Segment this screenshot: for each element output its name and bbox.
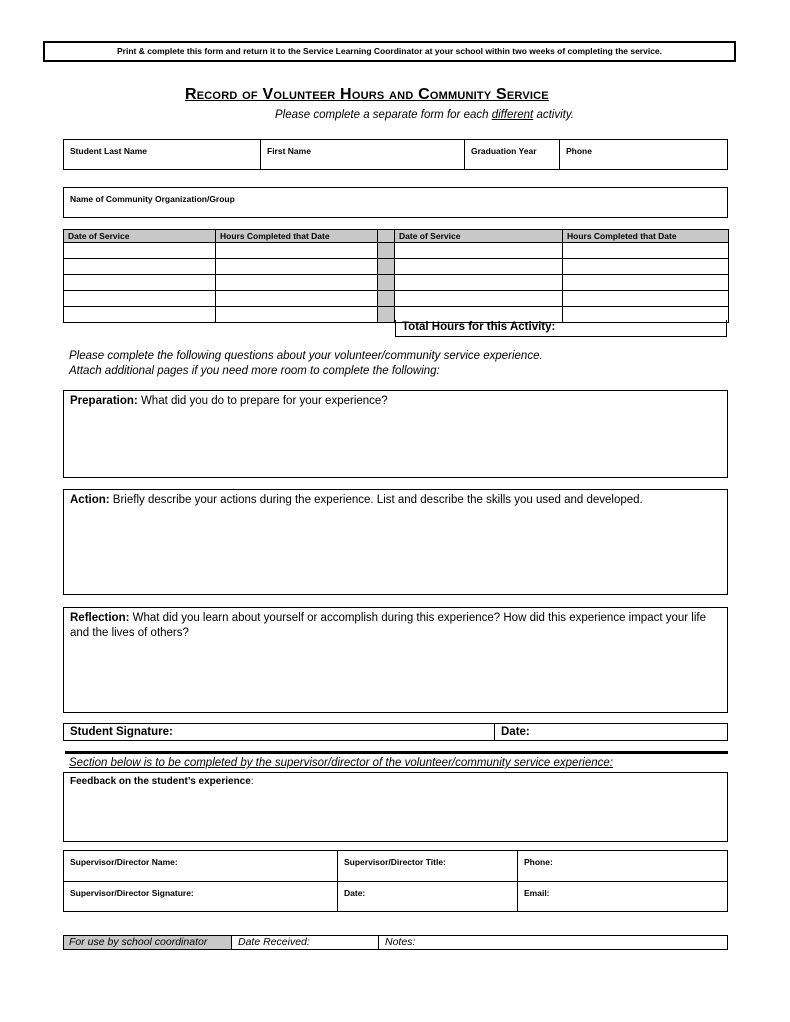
preparation-label: Preparation: — [70, 395, 138, 407]
student-signature-row — [63, 723, 728, 741]
subtitle-text-end: activity. — [533, 109, 574, 121]
coordinator-row — [63, 935, 728, 950]
table-row — [64, 259, 729, 275]
graduation-year-label: Graduation Year — [471, 146, 537, 156]
supervisor-signature-label: Supervisor/Director Signature: — [70, 888, 194, 898]
supervisor-signature-field[interactable] — [64, 882, 338, 911]
table-row — [64, 243, 729, 259]
hours-cell[interactable] — [216, 243, 378, 259]
graduation-year-field[interactable] — [465, 140, 560, 169]
date-cell[interactable] — [395, 259, 563, 275]
form-subtitle — [275, 109, 695, 121]
total-hours-field[interactable] — [395, 320, 727, 337]
hours-cell[interactable] — [563, 291, 729, 307]
action-label: Action: — [70, 494, 110, 506]
table-row — [64, 275, 729, 291]
column-header-date-of-service: Date of Service — [64, 230, 216, 243]
hours-cell[interactable] — [563, 275, 729, 291]
supervisor-phone-label: Phone: — [524, 857, 553, 867]
hours-table — [63, 229, 729, 323]
section-divider — [65, 751, 728, 754]
student-last-name-field[interactable] — [64, 140, 261, 169]
action-question: Briefly describe your actions during the experience. List and describe the skills you used and developed. — [109, 494, 643, 506]
table-divider — [378, 307, 395, 323]
coordinator-use-label: For use by school coordinator — [64, 936, 232, 949]
column-header-hours-completed: Hours Completed that Date — [563, 230, 729, 243]
feedback-box[interactable] — [63, 772, 728, 842]
date-cell[interactable] — [64, 243, 216, 259]
date-cell[interactable] — [64, 259, 216, 275]
subtitle-emphasis: different — [491, 109, 534, 121]
supervisor-date-label: Date: — [344, 888, 366, 898]
supervisor-date-field[interactable] — [338, 882, 518, 911]
date-cell[interactable] — [64, 275, 216, 291]
organization-label: Name of Community Organization/Group — [70, 194, 235, 204]
supervisor-name-field[interactable] — [64, 851, 338, 882]
supervisor-info-grid — [63, 850, 728, 912]
hours-cell[interactable] — [216, 307, 378, 323]
table-divider — [378, 259, 395, 275]
hours-cell[interactable] — [216, 259, 378, 275]
supervisor-name-label: Supervisor/Director Name: — [70, 857, 178, 867]
date-cell[interactable] — [64, 291, 216, 307]
first-name-field[interactable] — [261, 140, 465, 169]
first-name-label: First Name — [267, 146, 311, 156]
student-info-row — [63, 139, 728, 170]
student-signature-label: Student Signature: — [70, 726, 173, 738]
instruction-line: Attach additional pages if you need more room to complete the following: — [69, 365, 440, 377]
instruction-banner: Print & complete this form and return it to the Service Learning Coordinator at your school within two weeks of completing the service. — [43, 41, 736, 62]
date-cell[interactable] — [64, 307, 216, 323]
instruction-line: Please complete the following questions about your volunteer/community service experience. — [69, 350, 543, 362]
hours-cell[interactable] — [563, 243, 729, 259]
column-header-hours-completed: Hours Completed that Date — [216, 230, 378, 243]
reflection-label: Reflection: — [70, 612, 130, 624]
feedback-colon: : — [250, 776, 254, 787]
student-last-name-label: Student Last Name — [70, 146, 147, 156]
organization-field[interactable] — [63, 187, 728, 218]
supervisor-phone-field[interactable] — [518, 851, 727, 882]
date-cell[interactable] — [395, 243, 563, 259]
feedback-label: Feedback on the student’s experience — [70, 776, 251, 787]
student-date-label: Date: — [494, 724, 530, 740]
table-divider — [378, 230, 395, 243]
date-received-field[interactable]: Date Received: — [232, 936, 379, 949]
total-hours-label: Total Hours for this Activity: — [402, 321, 556, 333]
hours-cell[interactable] — [216, 275, 378, 291]
phone-field[interactable] — [560, 140, 727, 169]
supervisor-email-field[interactable] — [518, 882, 727, 911]
table-divider — [378, 243, 395, 259]
notes-field[interactable]: Notes: — [385, 936, 416, 948]
table-divider — [378, 275, 395, 291]
reflection-question: What did you learn about yourself or accomplish during this experience? How did this experience impact your life and the lives of others? — [70, 612, 706, 639]
action-answer-box[interactable] — [63, 489, 728, 595]
table-row — [64, 291, 729, 307]
phone-label: Phone — [566, 146, 592, 156]
hours-cell[interactable] — [216, 291, 378, 307]
hours-cell[interactable] — [563, 259, 729, 275]
date-cell[interactable] — [395, 291, 563, 307]
table-divider — [378, 291, 395, 307]
supervisor-title-label: Supervisor/Director Title: — [344, 857, 446, 867]
reflection-answer-box[interactable] — [63, 607, 728, 713]
preparation-answer-box[interactable] — [63, 390, 728, 478]
preparation-question: What did you do to prepare for your experience? — [137, 395, 388, 407]
date-cell[interactable] — [395, 275, 563, 291]
subtitle-text: Please complete a separate form for each — [275, 109, 492, 121]
column-header-date-of-service: Date of Service — [395, 230, 563, 243]
question-instructions — [69, 349, 709, 379]
supervisor-email-label: Email: — [524, 888, 550, 898]
supervisor-title-field[interactable] — [338, 851, 518, 882]
form-title: Record of Volunteer Hours and Community Service — [185, 86, 549, 103]
supervisor-section-note: Section below is to be completed by the supervisor/director of the volunteer/community service experience: — [69, 757, 613, 769]
hours-table-header — [64, 230, 729, 243]
